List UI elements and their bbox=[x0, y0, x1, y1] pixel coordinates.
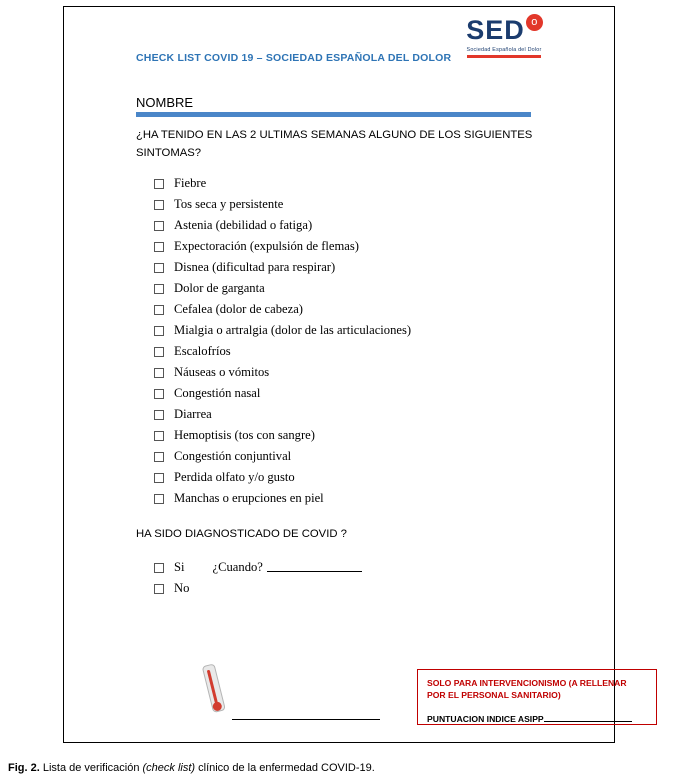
symptom-checklist bbox=[154, 175, 574, 511]
list-item[interactable] bbox=[154, 280, 574, 301]
checkbox-icon[interactable] bbox=[154, 431, 164, 441]
list-item-label: Escalofríos bbox=[174, 344, 231, 358]
list-item-label: Expectoración (expulsión de flemas) bbox=[174, 239, 359, 253]
list-item[interactable] bbox=[154, 580, 484, 601]
list-item-label: Cefalea (dolor de cabeza) bbox=[174, 302, 303, 316]
checkbox-icon[interactable] bbox=[154, 263, 164, 273]
list-item-label: Fiebre bbox=[174, 176, 207, 190]
symptoms-question: ¿HA TENIDO EN LAS 2 ULTIMAS SEMANAS ALGUNO DE LOS SIGUIENTES SINTOMAS? bbox=[136, 129, 533, 159]
list-item[interactable] bbox=[154, 238, 574, 259]
asipp-score-label: PUNTUACION INDICE ASIPP bbox=[427, 713, 544, 724]
checkbox-icon[interactable] bbox=[154, 410, 164, 420]
thermometer-icon bbox=[198, 662, 232, 720]
asipp-score-row bbox=[427, 712, 647, 724]
signature-line[interactable] bbox=[232, 719, 380, 720]
figure-number: Fig. 2. bbox=[8, 762, 40, 774]
diagnosed-answers bbox=[154, 559, 484, 601]
list-item[interactable] bbox=[154, 175, 574, 196]
checkbox-icon[interactable] bbox=[154, 284, 164, 294]
list-item-label: Diarrea bbox=[174, 407, 212, 421]
list-item[interactable] bbox=[154, 427, 574, 448]
list-item-label: Náuseas o vómitos bbox=[174, 365, 270, 379]
list-item[interactable] bbox=[154, 469, 574, 490]
list-item[interactable] bbox=[154, 343, 574, 364]
logo-wordmark: SED bbox=[466, 15, 525, 45]
checkbox-icon[interactable] bbox=[154, 347, 164, 357]
list-item[interactable] bbox=[154, 364, 574, 385]
list-item[interactable] bbox=[154, 322, 574, 343]
caption-text-after: clínico de la enfermedad COVID-19. bbox=[195, 762, 375, 774]
list-item[interactable] bbox=[154, 559, 484, 580]
list-item[interactable] bbox=[154, 490, 574, 511]
checkbox-icon[interactable] bbox=[154, 200, 164, 210]
checkbox-icon[interactable] bbox=[154, 389, 164, 399]
list-item[interactable] bbox=[154, 217, 574, 238]
caption-text-before: Lista de verificación bbox=[39, 762, 143, 774]
document-sheet bbox=[63, 6, 627, 743]
name-field-rule bbox=[136, 112, 531, 117]
page-title: CHECK LIST COVID 19 – SOCIEDAD ESPAÑOLA DEL DOLOR bbox=[136, 52, 452, 64]
checkbox-icon[interactable] bbox=[154, 368, 164, 378]
diagnosed-question: HA SIDO DIAGNOSTICADO DE COVID ? bbox=[136, 528, 347, 540]
answer-yes-label: Si bbox=[174, 560, 185, 574]
clinician-only-box bbox=[417, 669, 657, 725]
asipp-score-input[interactable] bbox=[544, 712, 632, 722]
checkbox-icon[interactable] bbox=[154, 305, 164, 315]
list-item-label: Manchas o erupciones en piel bbox=[174, 491, 324, 505]
when-label: ¿Cuando? bbox=[212, 560, 263, 574]
list-item-label: Dolor de garganta bbox=[174, 281, 265, 295]
list-item[interactable] bbox=[154, 301, 574, 322]
list-item-label: Congestión conjuntival bbox=[174, 449, 292, 463]
checkbox-icon[interactable] bbox=[154, 452, 164, 462]
sed-logo bbox=[449, 17, 559, 58]
answer-no-label: No bbox=[174, 581, 190, 595]
checkbox-icon[interactable] bbox=[154, 494, 164, 504]
checkbox-icon[interactable] bbox=[154, 563, 164, 573]
checkbox-icon[interactable] bbox=[154, 326, 164, 336]
list-item[interactable] bbox=[154, 406, 574, 427]
checkbox-icon[interactable] bbox=[154, 242, 164, 252]
logo-underline bbox=[467, 55, 541, 58]
list-item[interactable] bbox=[154, 385, 574, 406]
list-item[interactable] bbox=[154, 448, 574, 469]
list-item-label: Astenia (debilidad o fatiga) bbox=[174, 218, 313, 232]
checkbox-icon[interactable] bbox=[154, 221, 164, 231]
list-item-label: Disnea (dificultad para respirar) bbox=[174, 260, 336, 274]
checkbox-icon[interactable] bbox=[154, 584, 164, 594]
list-item-label: Tos seca y persistente bbox=[174, 197, 284, 211]
list-item[interactable] bbox=[154, 259, 574, 280]
when-input[interactable] bbox=[267, 559, 362, 572]
list-item-label: Hemoptisis (tos con sangre) bbox=[174, 428, 315, 442]
caption-italic: (check list) bbox=[142, 762, 196, 774]
list-item-label: Congestión nasal bbox=[174, 386, 261, 400]
logo-subtitle: Sociedad Española del Dolor bbox=[466, 47, 542, 53]
checkbox-icon[interactable] bbox=[154, 179, 164, 189]
name-field-label: NOMBRE bbox=[136, 95, 194, 110]
checkbox-icon[interactable] bbox=[154, 473, 164, 483]
list-item-label: Perdida olfato y/o gusto bbox=[174, 470, 295, 484]
figure-caption bbox=[8, 762, 673, 774]
clinician-box-title: SOLO PARA INTERVENCIONISMO (A RELLENAR POR EL PERSONAL SANITARIO) bbox=[427, 678, 627, 701]
list-item-label: Mialgia o artralgia (dolor de las articulaciones) bbox=[174, 323, 412, 337]
logo-dot-icon: o bbox=[526, 14, 543, 31]
list-item[interactable] bbox=[154, 196, 574, 217]
